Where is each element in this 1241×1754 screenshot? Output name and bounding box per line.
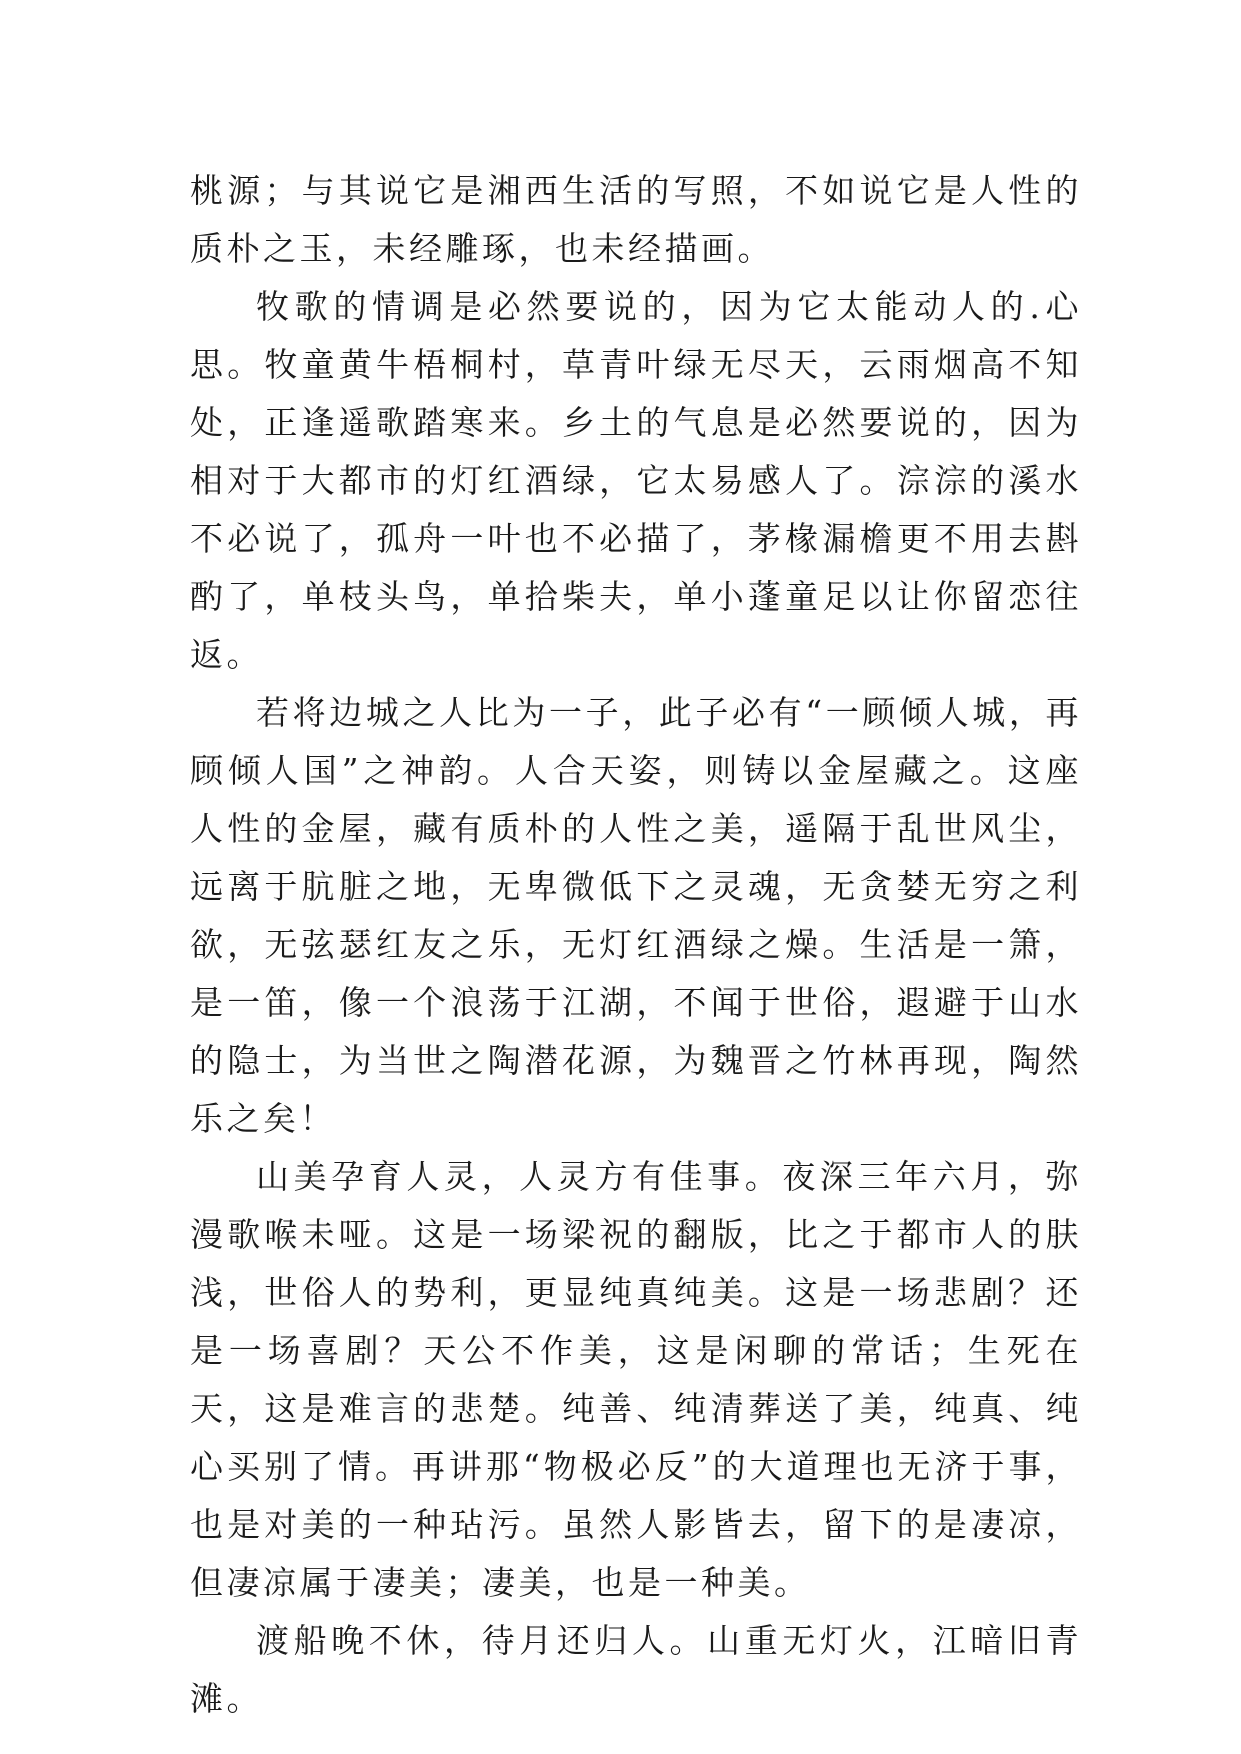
paragraph-ferry-poem: 渡船晚不休，待月还归人。山重无灯火，江暗旧青滩。 [190,1621,1082,1718]
paragraph-golden-house: 若将边城之人比为一子，此子必有“一顾倾人城，再顾倾人国”之神韵。人合天姿，则铸以金屋藏之。这座人性的金屋，藏有质朴的人性之美，遥隔于乱世风尘，远离于肮脏之地，无卑微低下之灵魂，无贪婪无穷之利欲，无弦瑟红友之乐，无灯红酒绿之燥。生活是一箫，是一笛，像一个浪荡于江湖，不闻于世俗，遐避于山水的隐士，为当世之陶潜花源，为魏晋之竹林再现，陶然乐之矣！ [190,693,1082,1138]
paragraph-pastoral: 牧歌的情调是必然要说的，因为它太能动人的.心思。牧童黄牛梧桐村，草青叶绿无尽天，云雨烟高不知处，正逢遥歌踏寒来。乡土的气息是必然要说的，因为相对于大都市的灯红酒绿，它太易感人了。淙淙的溪水不必说了，孤舟一叶也不必描了，茅椽漏檐更不用去斟酌了，单枝头鸟，单拾柴夫，单小蓬童足以让你留恋往返。 [190,287,1082,674]
paragraph-tragedy: 山美孕育人灵，人灵方有佳事。夜深三年六月，弥漫歌喉未哑。这是一场梁祝的翻版，比之于都市人的肤浅，世俗人的势利，更显纯真纯美。这是一场悲剧？还是一场喜剧？天公不作美，这是闲聊的常话；生死在天，这是难言的悲楚。纯善、纯清葬送了美，纯真、纯心买别了情。再讲那“物极必反”的大道理也无济于事，也是对美的一种玷污。虽然人影皆去，留下的是凄凉，但凄凉属于凄美；凄美，也是一种美。 [190,1157,1082,1602]
paragraph-continued: 桃源；与其说它是湘西生活的写照，不如说它是人性的质朴之玉，未经雕琢，也未经描画。 [190,171,1082,268]
document-page [190,162,1082,1728]
